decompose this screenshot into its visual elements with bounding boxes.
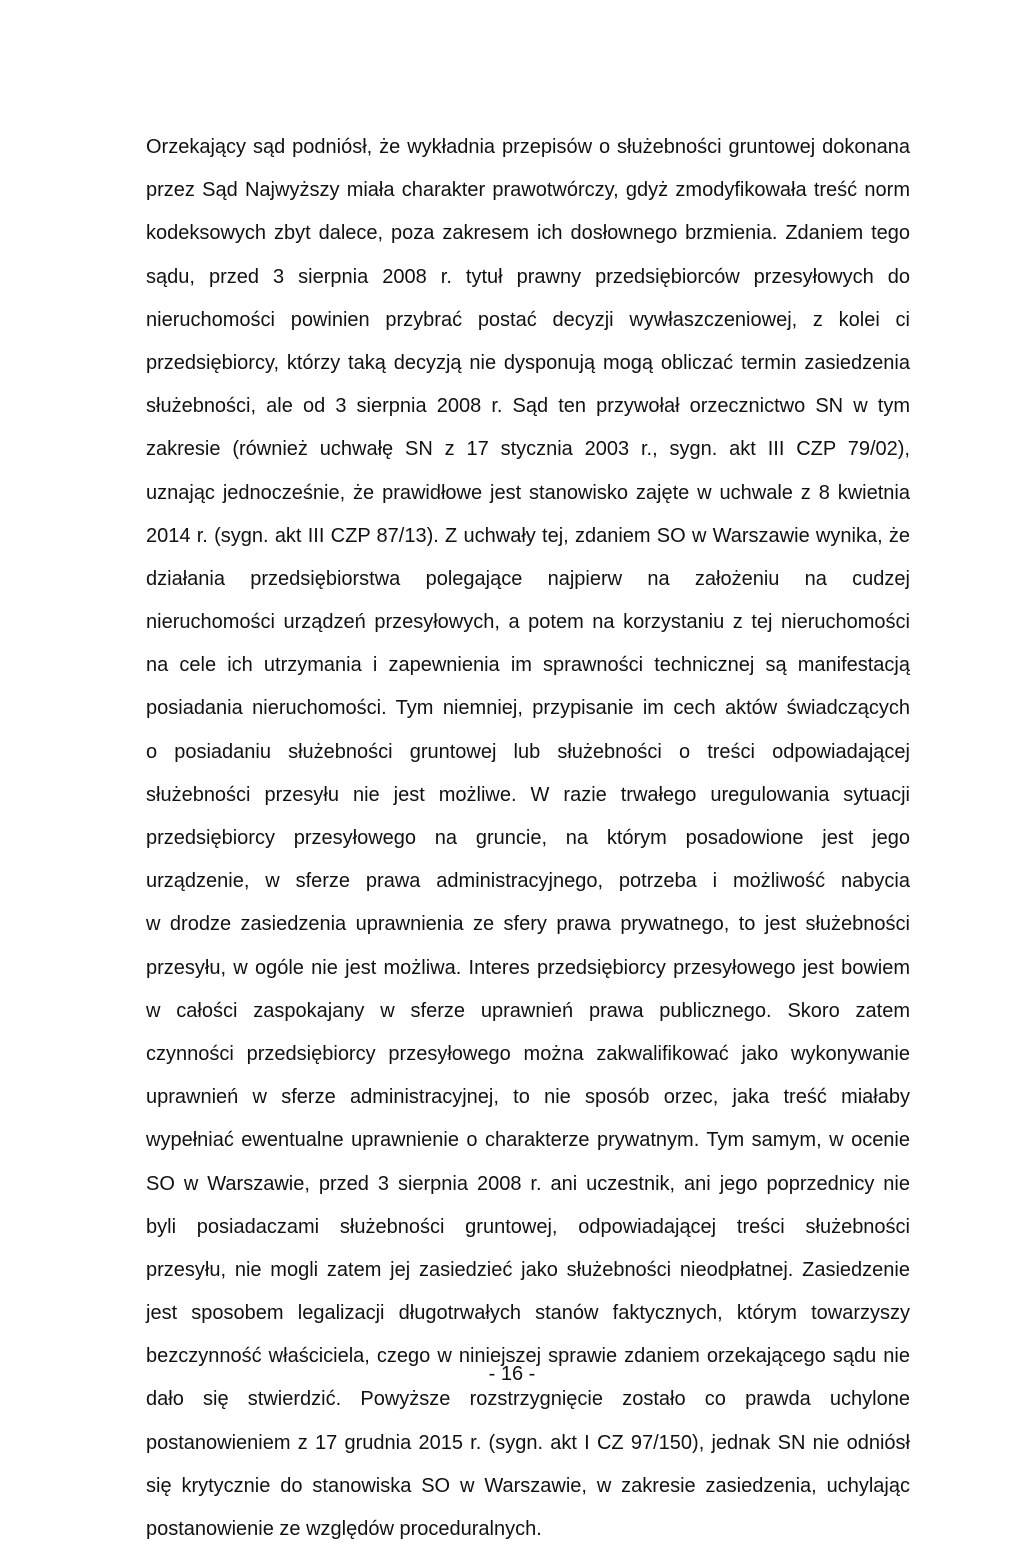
- text-line: przesyłu, w ogóle nie jest możliwa. Interes przedsiębiorcy przesyłowego jest bowiem: [146, 956, 910, 979]
- text-line: uznając jednocześnie, że prawidłowe jest stanowisko zajęte w uchwale z 8 kwietnia: [146, 481, 910, 504]
- text-line: nieruchomości powinien przybrać postać decyzji wywłaszczeniowej, z kolei ci: [146, 308, 910, 331]
- text-line: służebności przesyłu nie jest możliwe. W razie trwałego uregulowania sytuacji: [146, 783, 910, 806]
- text-line: Orzekający sąd podniósł, że wykładnia przepisów o służebności gruntowej dokonana: [146, 136, 910, 158]
- text-line: SO w Warszawie, przed 3 sierpnia 2008 r. ani uczestnik, ani jego poprzednicy nie: [146, 1172, 910, 1195]
- text-line: w całości zaspokajany w sferze uprawnień prawa publicznego. Skoro zatem: [146, 999, 910, 1022]
- text-line: dało się stwierdzić. Powyższe rozstrzygnięcie zostało co prawda uchylone: [146, 1388, 910, 1411]
- text-line: w drodze zasiedzenia uprawnienia ze sfery prawa prywatnego, to jest służebności: [146, 913, 910, 936]
- text-line: nieruchomości urządzeń przesyłowych, a potem na korzystaniu z tej nieruchomości: [146, 611, 910, 634]
- text-line: uprawnień w sferze administracyjnej, to nie sposób orzec, jaka treść miałaby: [146, 1086, 910, 1109]
- text-line: przedsiębiorcy, którzy taką decyzją nie dysponują mogą obliczać termin zasiedzenia: [146, 351, 910, 374]
- text-line: 2014 r. (sygn. akt III CZP 87/13). Z uchwały tej, zdaniem SO w Warszawie wynika, że: [146, 524, 910, 547]
- text-line: przedsiębiorcy przesyłowego na gruncie, na którym posadowione jest jego: [146, 827, 910, 849]
- text-line: bezczynność właściciela, czego w niniejszej sprawie zdaniem orzekającego sądu nie: [146, 1345, 910, 1368]
- text-line: działania przedsiębiorstwa polegające najpierw na założeniu na cudzej: [146, 567, 910, 590]
- body-paragraph: [146, 126, 910, 1551]
- text-line: czynności przedsiębiorcy przesyłowego można zakwalifikować jako wykonywanie: [146, 1042, 910, 1065]
- text-line: sądu, przed 3 sierpnia 2008 r. tytuł prawny przedsiębiorców przesyłowych do: [146, 265, 910, 288]
- text-line: przesyłu, nie mogli zatem jej zasiedzieć jako służebności nieodpłatnej. Zasiedzenie: [146, 1258, 910, 1281]
- text-line: kodeksowych zbyt dalece, poza zakresem ich dosłownego brzmienia. Zdaniem tego: [146, 222, 910, 245]
- text-line: urządzenie, w sferze prawa administracyjnego, potrzeba i możliwość nabycia: [146, 870, 910, 893]
- text-line: o posiadaniu służebności gruntowej lub służebności o treści odpowiadającej: [146, 740, 910, 763]
- text-line: byli posiadaczami służebności gruntowej, odpowiadającej treści służebności: [146, 1215, 910, 1238]
- text-line: posiadania nieruchomości. Tym niemniej, przypisanie im cech aktów świadczących: [146, 697, 910, 720]
- text-line-last: postanowienie ze względów proceduralnych.: [146, 1518, 542, 1540]
- text-line: na cele ich utrzymania i zapewnienia im sprawności technicznej są manifestacją: [146, 654, 910, 677]
- text-line: jest sposobem legalizacji długotrwałych stanów faktycznych, którym towarzyszy: [146, 1302, 910, 1325]
- text-line: przez Sąd Najwyższy miała charakter prawotwórczy, gdyż zmodyfikowała treść norm: [146, 179, 910, 202]
- text-line: służebności, ale od 3 sierpnia 2008 r. Sąd ten przywołał orzecznictwo SN w tym: [146, 395, 910, 418]
- text-line: zakresie (również uchwałę SN z 17 stycznia 2003 r., sygn. akt III CZP 79/02),: [146, 438, 910, 461]
- text-line: wypełniać ewentualne uprawnienie o charakterze prywatnym. Tym samym, w ocenie: [146, 1129, 910, 1152]
- page-number: - 16 -: [488, 1363, 536, 1385]
- text-line: się krytycznie do stanowiska SO w Warszawie, w zakresie zasiedzenia, uchylając: [146, 1474, 910, 1497]
- text-line: postanowieniem z 17 grudnia 2015 r. (sygn. akt I CZ 97/150), jednak SN nie odniósł: [146, 1431, 910, 1454]
